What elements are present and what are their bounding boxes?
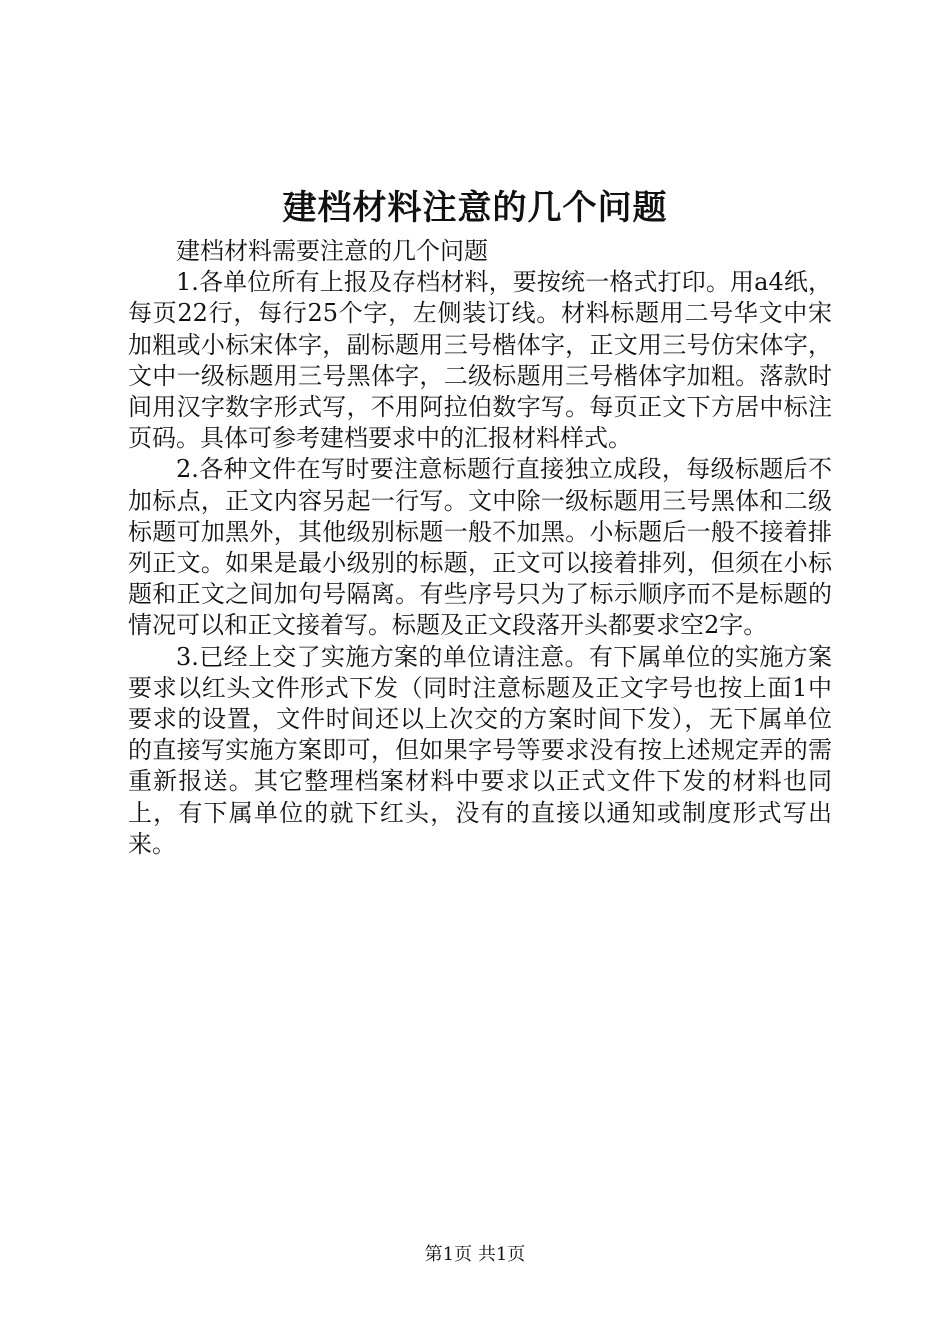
paragraph-2: 2.各种文件在写时要注意标题行直接独立成段，每级标题后不加标点，正文内容另起一行写。文中除一级标题用三号黑体和二级标题可加黑外，其他级别标题一般不加黑。小标题后一般不接着排列正文。如果是最小级别的标题，正文可以接着排列，但须在小标题和正文之间加句号隔离。有些序号只为了标示顺序而不是标题的情况可以和正文接着写。标题及正文段落开头都要求空2字。 [128, 455, 832, 640]
page-footer: 第1页 共1页 [424, 1244, 526, 1265]
paragraph-3: 3.已经上交了实施方案的单位请注意。有下属单位的实施方案要求以红头文件形式下发（同时注意标题及正文字号也按上面1中要求的设置，文件时间还以上次交的方案时间下发），无下属单位的直接写实施方案即可，但如果字号等要求没有按上述规定弄的需重新报送。其它整理档案材料中要求以正式文件下发的材料也同上，有下属单位的就下红头，没有的直接以通知或制度形式写出来。 [128, 642, 832, 858]
subtitle-paragraph: 建档材料需要注意的几个问题 [176, 237, 488, 265]
document-title: 建档材料注意的几个问题 [282, 188, 668, 228]
document-body [128, 236, 832, 860]
paragraph-1: 1.各单位所有上报及存档材料，要按统一格式打印。用a4纸，每页22行，每行25个字，左侧装订线。材料标题用二号华文中宋加粗或小标宋体字，副标题用三号楷体字，正文用三号仿宋体字，文中一级标题用三号黑体字，二级标题用三号楷体字加粗。落款时间用汉字数字形式写，不用阿拉伯数字写。每页正文下方居中标注页码。具体可参考建档要求中的汇报材料样式。 [128, 268, 832, 453]
